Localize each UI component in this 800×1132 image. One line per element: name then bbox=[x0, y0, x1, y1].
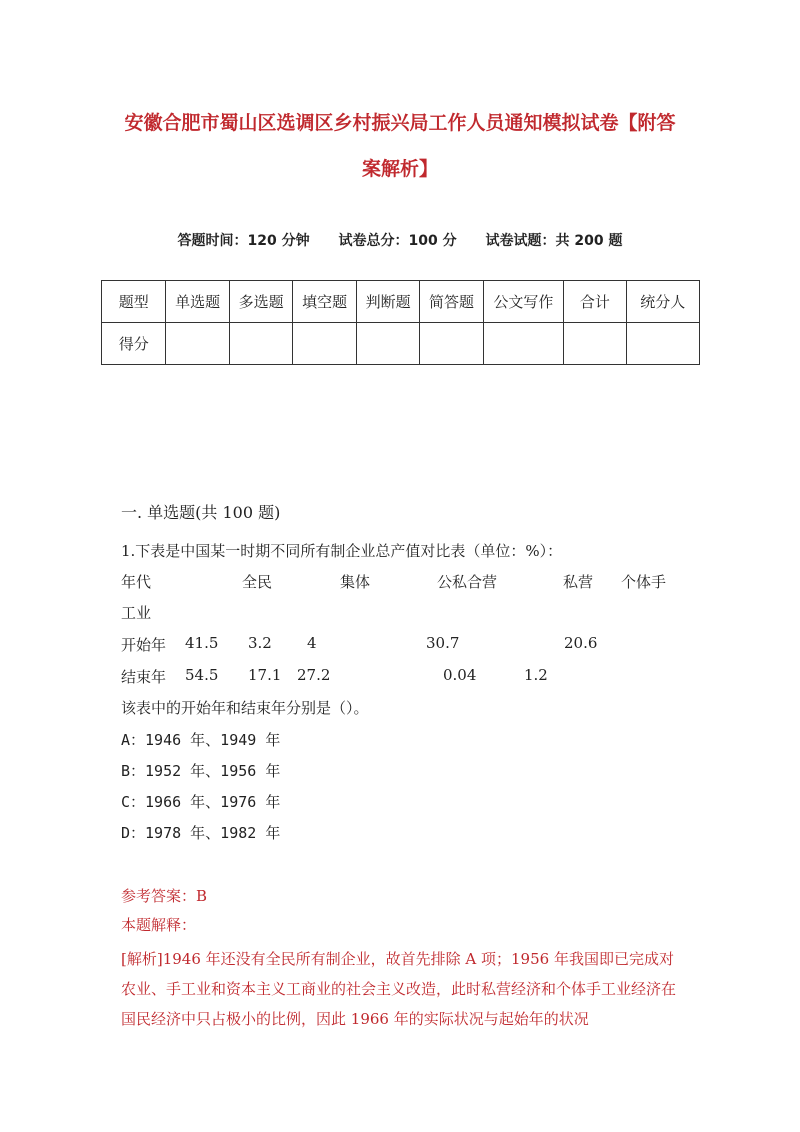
header-cell: 填空题 bbox=[293, 281, 356, 323]
score-table-header-row bbox=[102, 281, 700, 323]
row-label: 结束年 bbox=[121, 668, 167, 686]
score-cell[interactable] bbox=[229, 323, 292, 365]
header-cell: 单选题 bbox=[166, 281, 229, 323]
col-header: 公私合营 bbox=[437, 573, 498, 591]
score-table-score-row bbox=[102, 323, 700, 365]
score-cell[interactable] bbox=[293, 323, 356, 365]
row-value: 27.2 bbox=[297, 666, 331, 684]
row-value: 20.6 bbox=[564, 634, 598, 652]
question-stem: 1.下表是中国某一时期不同所有制企业总产值对比表（单位：%）： bbox=[121, 542, 563, 560]
exam-total-score: 试卷总分：100 分 bbox=[338, 233, 457, 249]
row-value: 54.5 bbox=[185, 666, 219, 684]
exam-question-count: 试卷试题：共 200 题 bbox=[485, 233, 623, 249]
question-prompt: 该表中的开始年和结束年分别是（）。 bbox=[121, 699, 369, 717]
score-cell[interactable] bbox=[356, 323, 419, 365]
header-cell: 合计 bbox=[564, 281, 626, 323]
title-line-2: 案解析】 bbox=[361, 158, 438, 180]
explanation-text: [解析]1946 年还没有全民所有制企业，故首先排除 A 项；1956 年我国即已完成对农业、手工业和资本主义工商业的社会主义改造，此时私营经济和个体手工业经济在国民经济中只占极小的比例，因此 1966 年的实际状况与起始年的状况 bbox=[121, 950, 677, 1028]
exam-meta bbox=[0, 230, 800, 250]
score-table bbox=[101, 280, 700, 365]
option-a[interactable]: A：1946 年、1949 年 bbox=[121, 731, 281, 749]
reference-answer: 参考答案：B bbox=[121, 887, 208, 905]
table-row-end bbox=[121, 666, 681, 688]
header-cell: 公文写作 bbox=[483, 281, 563, 323]
row-value: 41.5 bbox=[185, 634, 219, 652]
col-header: 全民 bbox=[242, 573, 273, 591]
score-cell[interactable] bbox=[483, 323, 563, 365]
option-b[interactable]: B：1952 年、1956 年 bbox=[121, 762, 281, 780]
score-cell[interactable] bbox=[564, 323, 626, 365]
explanation-label: 本题解释： bbox=[121, 916, 197, 934]
row-value: 0.04 bbox=[443, 666, 477, 684]
title-line-1: 安徽合肥市蜀山区选调区乡村振兴局工作人员通知模拟试卷【附答 bbox=[124, 112, 676, 134]
header-cell: 简答题 bbox=[420, 281, 483, 323]
header-cell: 题型 bbox=[102, 281, 166, 323]
header-cell: 统分人 bbox=[626, 281, 699, 323]
row-value: 4 bbox=[307, 634, 317, 652]
score-row-label: 得分 bbox=[102, 323, 166, 365]
header-cell: 判断题 bbox=[356, 281, 419, 323]
option-d[interactable]: D：1978 年、1982 年 bbox=[121, 824, 281, 842]
score-cell[interactable] bbox=[626, 323, 699, 365]
row-value: 17.1 bbox=[248, 666, 282, 684]
table-header-wrap: 工业 bbox=[121, 604, 152, 622]
score-cell[interactable] bbox=[166, 323, 229, 365]
row-label: 开始年 bbox=[121, 636, 167, 654]
table-header-row bbox=[121, 571, 681, 593]
col-header: 私营 bbox=[563, 573, 594, 591]
document-title bbox=[100, 100, 700, 192]
col-header: 集体 bbox=[340, 573, 371, 591]
row-value: 3.2 bbox=[248, 634, 272, 652]
col-header: 个体手 bbox=[621, 573, 667, 591]
table-row-start bbox=[121, 634, 681, 656]
row-value: 1.2 bbox=[524, 666, 548, 684]
row-value: 30.7 bbox=[426, 634, 460, 652]
exam-time: 答题时间：120 分钟 bbox=[177, 233, 310, 249]
header-cell: 多选题 bbox=[229, 281, 292, 323]
score-cell[interactable] bbox=[420, 323, 483, 365]
section-title: 一. 单选题(共 100 题) bbox=[121, 503, 281, 522]
option-c[interactable]: C：1966 年、1976 年 bbox=[121, 793, 281, 811]
col-header: 年代 bbox=[121, 573, 152, 591]
